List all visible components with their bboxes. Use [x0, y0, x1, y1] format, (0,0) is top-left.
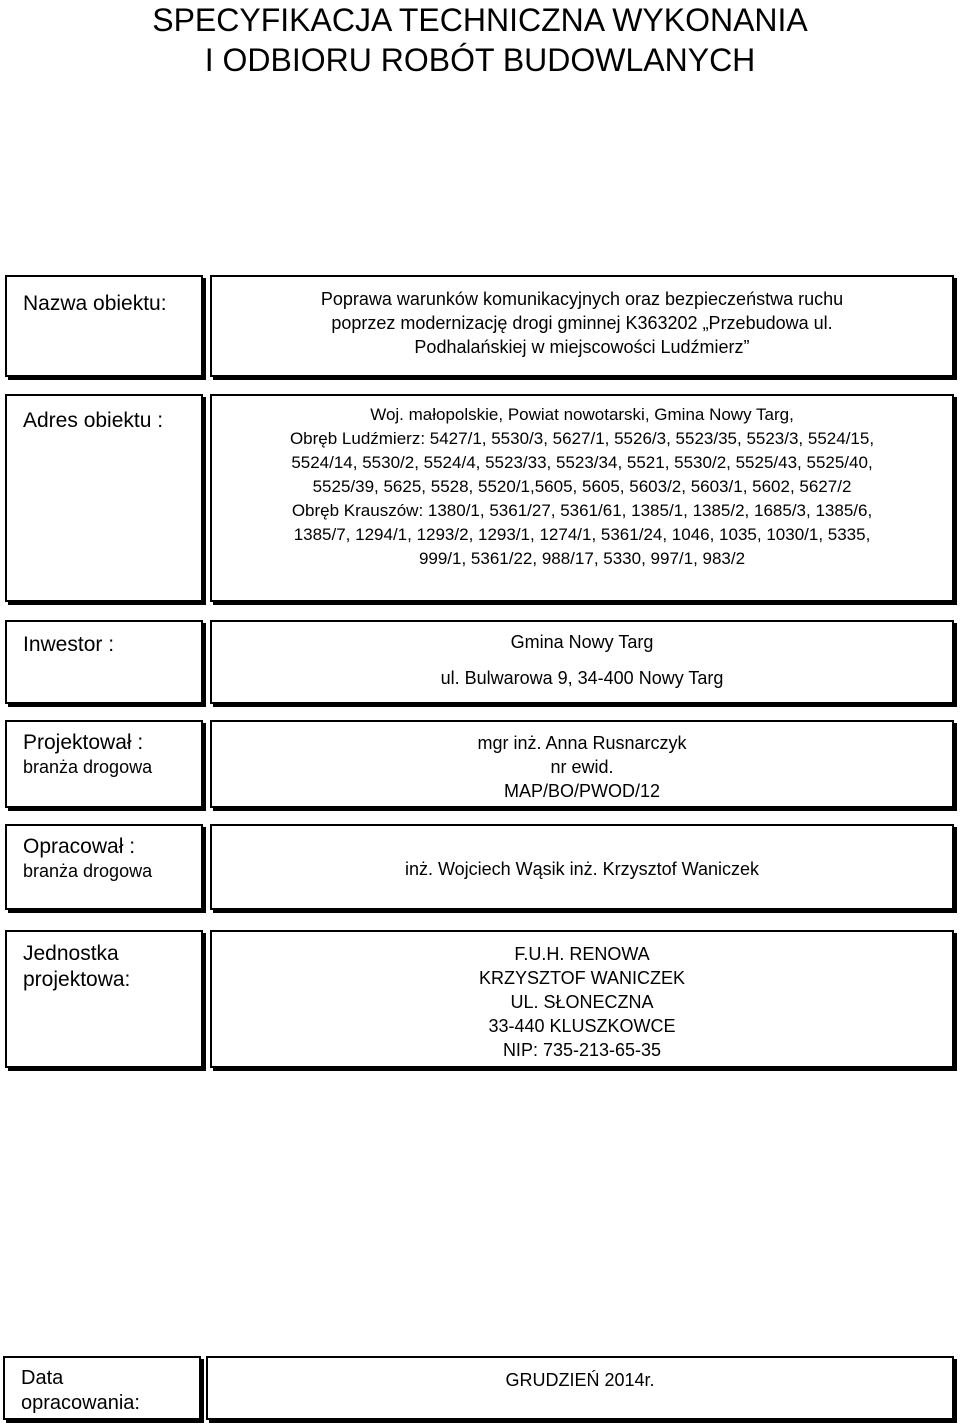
- opracowal-label-box: [5, 824, 203, 910]
- adres-label: Adres obiektu :: [23, 409, 164, 432]
- jednostka-content-box: [210, 930, 954, 1068]
- title-line-2: I ODBIORU ROBÓT BUDOWLANYCH: [204, 42, 756, 78]
- inwestor-label: Inwestor :: [23, 633, 115, 656]
- inwestor-line: Gmina Nowy Targ: [510, 632, 654, 652]
- adres-line: 5525/39, 5625, 5528, 5520/1,5605, 5605, 5603/2, 5603/1, 5602, 5627/2: [312, 477, 852, 496]
- adres-content-box: [210, 394, 954, 602]
- jednostka-line: 33-440 KLUSZKOWCE: [488, 1016, 676, 1036]
- projektowal-line: MAP/BO/PWOD/12: [503, 781, 661, 801]
- projektowal-label: Projektował :: [23, 731, 144, 754]
- projektowal-sublabel: branża drogowa: [23, 757, 153, 777]
- nazwa-line: Podhalańskiej w miejscowości Ludźmierz”: [414, 337, 750, 357]
- adres-line: 1385/7, 1294/1, 1293/2, 1293/1, 1274/1, 5361/24, 1046, 1035, 1030/1, 5335,: [293, 525, 871, 544]
- data-label-box: [3, 1356, 201, 1420]
- page-title: [0, 0, 960, 80]
- opracowal-content-box: [210, 824, 954, 910]
- adres-label-box: [5, 394, 203, 602]
- jednostka-line: NIP: 735-213-65-35: [502, 1040, 662, 1060]
- nazwa-content-box: [210, 275, 954, 377]
- opracowal-line: inż. Wojciech Wąsik inż. Krzysztof Waniczek: [404, 859, 760, 879]
- data-label-line-1: Data: [21, 1367, 64, 1389]
- title-line-1: SPECYFIKACJA TECHNICZNA WYKONANIA: [152, 2, 808, 38]
- adres-line: Obręb Krauszów: 1380/1, 5361/27, 5361/61, 1385/1, 1385/2, 1685/3, 1385/6,: [291, 501, 873, 520]
- jednostka-label-line-1: Jednostka: [23, 942, 119, 965]
- adres-line: Woj. małopolskie, Powiat nowotarski, Gmina Nowy Targ,: [370, 405, 794, 424]
- projektowal-label-box: [5, 720, 203, 808]
- nazwa-line: Poprawa warunków komunikacyjnych oraz bezpieczeństwa ruchu: [320, 289, 844, 309]
- jednostka-label-line-2: projektowa:: [23, 968, 131, 991]
- adres-line: 999/1, 5361/22, 988/17, 5330, 997/1, 983/2: [418, 549, 746, 568]
- inwestor-content-box: [210, 620, 954, 704]
- adres-line: Obręb Ludźmierz: 5427/1, 5530/3, 5627/1, 5526/3, 5523/35, 5523/3, 5524/15,: [289, 429, 875, 448]
- projektowal-content-box: [210, 720, 954, 808]
- projektowal-line: mgr inż. Anna Rusnarczyk: [477, 733, 687, 753]
- nazwa-line: poprzez modernizację drogi gminnej K363202 „Przebudowa ul.: [331, 313, 833, 333]
- jednostka-line: F.U.H. RENOWA: [514, 944, 650, 964]
- data-label-line-2: opracowania:: [21, 1392, 140, 1414]
- opracowal-label: Opracował :: [23, 835, 136, 858]
- opracowal-sublabel: branża drogowa: [23, 861, 153, 881]
- jednostka-line: UL. SŁONECZNA: [510, 992, 654, 1012]
- jednostka-label-box: [5, 930, 203, 1068]
- projektowal-line: nr ewid.: [550, 757, 614, 777]
- nazwa-label: Nazwa obiektu:: [23, 292, 167, 315]
- nazwa-label-box: [5, 275, 203, 377]
- data-value: GRUDZIEŃ 2014r.: [505, 1370, 655, 1390]
- jednostka-line: KRZYSZTOF WANICZEK: [478, 968, 685, 988]
- data-content-box: [206, 1356, 954, 1420]
- adres-line: 5524/14, 5530/2, 5524/4, 5523/33, 5523/34, 5521, 5530/2, 5525/43, 5525/40,: [291, 453, 873, 472]
- inwestor-line: ul. Bulwarowa 9, 34-400 Nowy Targ: [440, 668, 724, 688]
- inwestor-label-box: [5, 620, 203, 704]
